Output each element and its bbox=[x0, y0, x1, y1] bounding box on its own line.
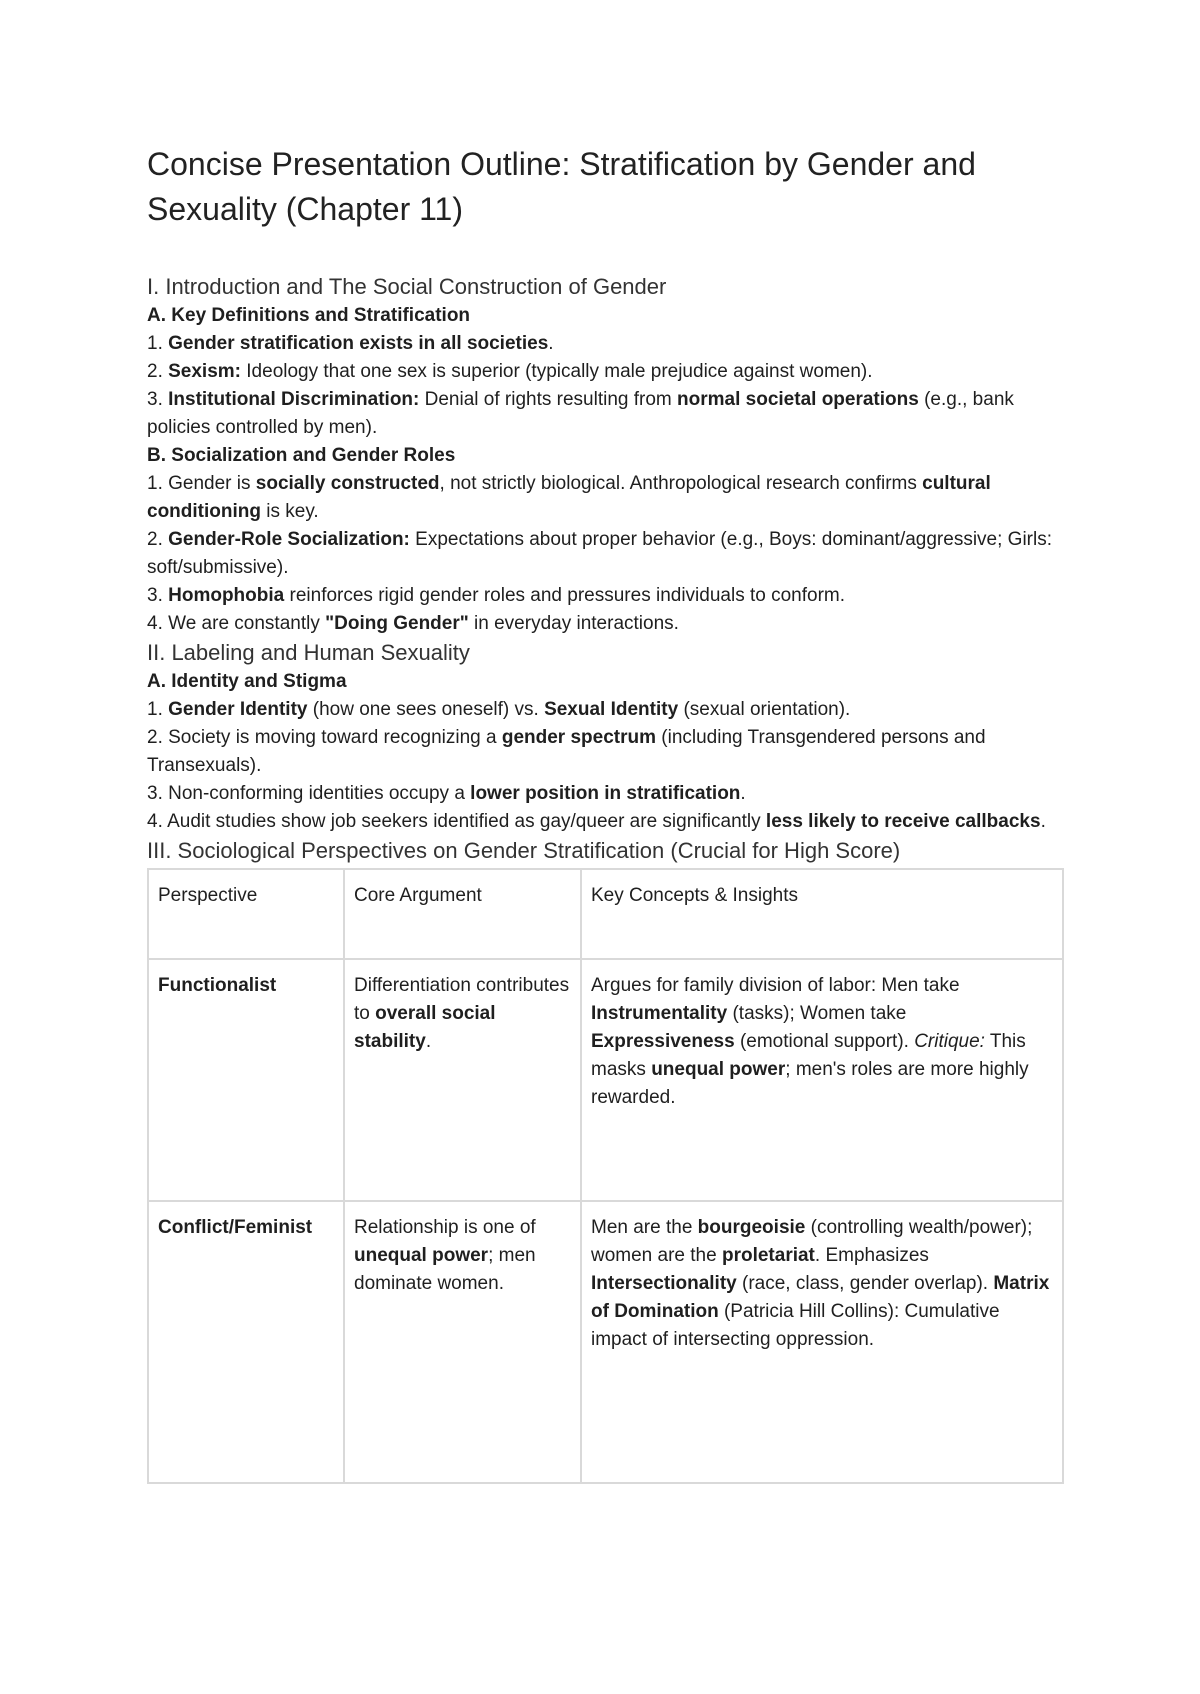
table-header-cell: Key Concepts & Insights bbox=[581, 869, 1063, 959]
section-1-sub-a: A. Key Definitions and Stratification bbox=[147, 305, 471, 326]
section-2-sub-a: A. Identity and Stigma bbox=[147, 671, 347, 692]
section-1-sub-b: B. Socialization and Gender Roles bbox=[147, 445, 456, 466]
table-header-cell: Perspective bbox=[148, 869, 344, 959]
table-header-row bbox=[148, 869, 1063, 959]
page-title: Concise Presentation Outline: Stratification by Gender and Sexuality (Chapter 11) bbox=[147, 146, 976, 227]
table-row bbox=[148, 1201, 1063, 1483]
s1-a3: 3. Institutional Discrimination: Denial of rights resulting from normal societal operations (e.g., bank policies controlled by men). bbox=[147, 389, 1014, 438]
s1-b3: 3. Homophobia reinforces rigid gender roles and pressures individuals to conform. bbox=[147, 585, 846, 606]
core-argument-cell: Differentiation contributes to overall social stability. bbox=[344, 959, 581, 1201]
document-page bbox=[147, 142, 1062, 1484]
s2-a1: 1. Gender Identity (how one sees oneself) vs. Sexual Identity (sexual orientation). bbox=[147, 699, 851, 720]
perspective-cell: Functionalist bbox=[148, 959, 344, 1201]
s1-a1: 1. Gender stratification exists in all societies. bbox=[147, 333, 554, 354]
s2-a2: 2. Society is moving toward recognizing a gender spectrum (including Transgendered persons and Transexuals). bbox=[147, 727, 986, 776]
s2-a4: 4. Audit studies show job seekers identified as gay/queer are significantly less likely to receive callbacks. bbox=[147, 811, 1046, 832]
s1-b1: 1. Gender is socially constructed, not strictly biological. Anthropological research confirms cultural conditioning is key. bbox=[147, 473, 991, 522]
key-concepts-cell: Argues for family division of labor: Men take Instrumentality (tasks); Women take Expressiveness (emotional support). Critique: This masks unequal power; men's roles are more highly rewarded. bbox=[581, 959, 1063, 1201]
table-row bbox=[148, 959, 1063, 1201]
section-3-heading: III. Sociological Perspectives on Gender Stratification (Crucial for High Score) bbox=[147, 838, 901, 863]
perspectives-table bbox=[147, 868, 1064, 1484]
section-1-heading: I. Introduction and The Social Construction of Gender bbox=[147, 274, 667, 299]
s1-b2: 2. Gender-Role Socialization: Expectations about proper behavior (e.g., Boys: dominant/aggressive; Girls: soft/submissive). bbox=[147, 529, 1053, 578]
section-2-heading: II. Labeling and Human Sexuality bbox=[147, 640, 470, 665]
perspective-cell: Conflict/Feminist bbox=[148, 1201, 344, 1483]
core-argument-cell: Relationship is one of unequal power; men dominate women. bbox=[344, 1201, 581, 1483]
table-header-cell: Core Argument bbox=[344, 869, 581, 959]
s2-a3: 3. Non-conforming identities occupy a lower position in stratification. bbox=[147, 783, 746, 804]
s1-a2: 2. Sexism: Ideology that one sex is superior (typically male prejudice against women). bbox=[147, 361, 873, 382]
s1-b4: 4. We are constantly "Doing Gender" in everyday interactions. bbox=[147, 613, 679, 634]
key-concepts-cell: Men are the bourgeoisie (controlling wealth/power); women are the proletariat. Emphasizes Intersectionality (race, class, gender overlap). Matrix of Domination (Patricia Hill Collins): Cumulative impact of intersecting oppression. bbox=[581, 1201, 1063, 1483]
